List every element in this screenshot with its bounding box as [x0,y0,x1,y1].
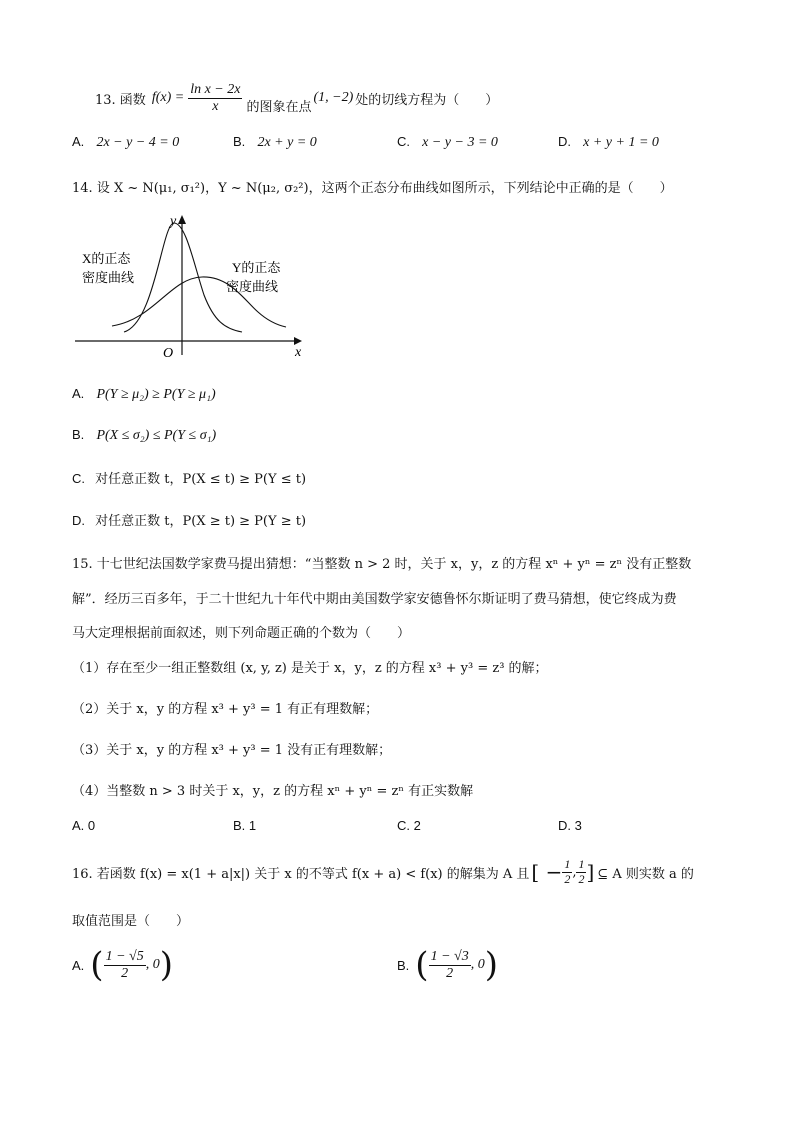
q15-stem-line3: 马大定理根据前面叙述，则下列命题正确的个数为（ ） [72,626,411,641]
q16-option-a-open-paren: ( [90,945,104,985]
q14-figure [70,205,320,365]
q16-option-a-close-paren: ) [159,945,173,985]
q15-option-a[interactable]: A. 0 [72,818,96,833]
q13-func-frac [188,82,242,114]
q15-option-c[interactable]: C. 2 [397,818,421,833]
q13-option-c[interactable]: C. x − y − 3 = 0 [397,134,498,150]
q13-tail: 处的切线方程为（ ） [355,92,499,108]
q16-option-b[interactable]: B. ( $\frac{1 - √3}{2}$ , 0 ) [397,945,498,985]
q16-option-a[interactable]: A. ( $\frac{1 - √5}{2}$ , 0 ) [72,945,173,985]
q16-stem-line2: 取值范围是（ ） [72,914,190,929]
q15-item-4: （4）当整数 n > 3 时关于 x，y，z 的方程 xⁿ + yⁿ = zⁿ 有正实数解 [72,784,474,799]
q16-option-a-frac: $\frac{1 - √5}{2}$ [105,949,144,981]
q14-option-a[interactable]: A. P(Y ≥ μ₂) ≥ P(Y ≥ μ₁) [72,386,216,402]
q13-point: (1, −2) [313,90,354,105]
q14-option-b[interactable]: B. P(X ≤ σ₂) ≤ P(Y ≤ σ₁) [72,427,217,443]
q14-x-label: x [295,345,302,360]
q15-option-b[interactable]: B. 1 [233,818,257,833]
q15-option-d[interactable]: D. 3 [558,818,582,833]
q13-func-lhs: f(x) = [151,90,185,105]
q15-stem-line1: 15. 十七世纪法国数学家费马提出猜想：“当整数 n > 2 时，关于 x，y，z 的方程 xⁿ + yⁿ = zⁿ 没有正整数 [72,557,692,572]
q14-curve-y-label-1: Y的正态 [232,260,281,275]
q14-curve-x-label-1: X的正态 [82,251,131,266]
q16-stem-text-b: ⊆ A 则实数 a 的 [597,866,694,882]
q16-half-frac-2: $\frac{1}{2}$ [578,857,585,886]
q13-lead: 13. 函数 [95,92,146,108]
q13-option-d[interactable]: D. x + y + 1 = 0 [558,134,659,150]
q16-option-b-frac: $\frac{1 - √3}{2}$ [430,949,469,981]
q16-option-b-close-paren: ) [484,945,498,985]
q16-half-frac-1: $\frac{1}{2}$ [564,857,571,886]
q16-interval-left: [ − [531,860,563,884]
q16-interval-mid: , [572,864,577,880]
q14-curve-x-label-2: 密度曲线 [82,270,135,285]
q14-origin-label: O [163,346,174,361]
q15-item-2: （2）关于 x，y 的方程 x³ + y³ = 1 有正有理数解； [72,702,379,717]
q14-option-d[interactable]: D. 对任意正数 t，P(X ≥ t) ≥ P(Y ≥ t) [72,513,307,529]
q14-curve-y-label-2: 密度曲线 [226,279,279,294]
q14-stem: 14. 设 X ~ N(μ₁, σ₁²)，Y ~ N(μ₂, σ₂²)，这两个正态分布曲线如图所示，下列结论中正确的是（ ） [72,181,673,196]
q13-stem [95,78,498,118]
q13-mid: 的图象在点 [246,99,312,115]
q16-stem-line1 [72,850,694,894]
q13-func-den: x [212,98,219,114]
q15-item-3: （3）关于 x，y 的方程 x³ + y³ = 1 没有正有理数解； [72,743,392,758]
q15-item-1: （1）存在至少一组正整数组 (x, y, z) 是关于 x，y，z 的方程 x³ + y³ = z³ 的解； [72,661,548,676]
q14-x-axis-arrow [294,337,302,345]
q13-option-b[interactable]: B. 2x + y = 0 [233,134,317,150]
q16-option-b-open-paren: ( [415,945,429,985]
q14-option-c[interactable]: C. 对任意正数 t，P(X ≤ t) ≥ P(Y ≤ t) [72,471,307,487]
q15-stem-line2: 解”．经历三百多年，于二十世纪九十年代中期由美国数学家安德鲁怀尔斯证明了费马猜想，使它终成为费 [72,592,677,607]
q14-y-axis-arrow [178,215,186,224]
q13-option-a[interactable]: A. 2x − y − 4 = 0 [72,134,180,150]
q16-interval-right: ] [586,860,595,884]
q14-y-label: y [170,214,177,229]
q14-curve-x [124,223,242,332]
q13-func-num: ln x − 2x [190,82,241,98]
q16-stem-text-a: 16. 若函数 f(x) = x(1 + a|x|) 关于 x 的不等式 f(x + a) < f(x) 的解集为 A 且 [72,866,530,882]
